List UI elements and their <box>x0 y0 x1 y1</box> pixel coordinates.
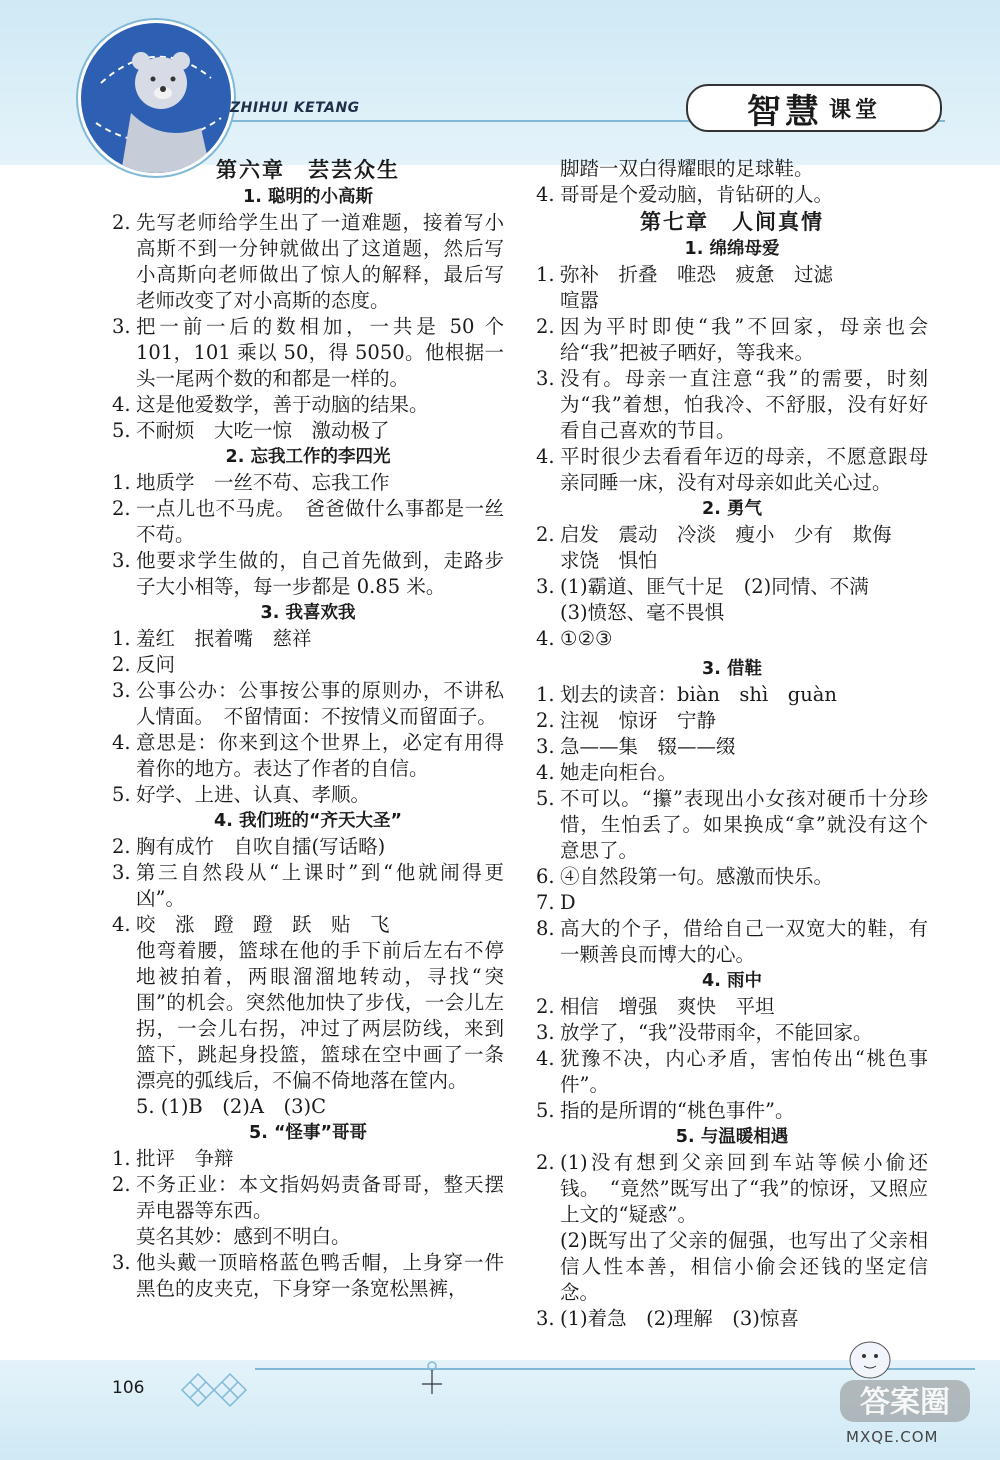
item-text: 把一前一后的数相加，一共是 50 个 101，101 乘以 50，得 5050。他根据一头一尾两个数的和都是一样的。 <box>136 315 504 390</box>
answer-item <box>536 366 928 444</box>
watermark-text: MXQE.COM <box>846 1428 939 1446</box>
item-text: 不务正业：本文指妈妈责备哥哥，整天摆弄电器等东西。 <box>136 1173 504 1222</box>
item-text: D <box>560 891 576 914</box>
item-text: 反问 <box>136 653 176 676</box>
item-text: 平时很少去看看年迈的母亲，不愿意跟母亲同睡一床，没有对母亲如此关心过。 <box>560 445 928 494</box>
answer-item <box>112 678 504 730</box>
right-column <box>536 156 928 1332</box>
item-text: ④自然段第一句。感激而快乐。 <box>560 865 834 888</box>
item-text: 他要求学生做的，自己首先做到，走路步子大小相等，每一步都是 0.85 米。 <box>136 549 504 598</box>
item-text: 不耐烦 大吃一惊 激动极了 <box>136 419 390 442</box>
item-number: 7. <box>536 891 555 914</box>
section-title: 4. 我们班的“齐天大圣” <box>214 811 402 831</box>
item-text: 羞红 抿着嘴 慈祥 <box>136 627 312 650</box>
answer-item <box>112 782 504 808</box>
item-number: 3. <box>536 735 555 758</box>
answer-item <box>536 522 928 548</box>
item-text: 一点儿也不马虎。 爸爸做什么事都是一丝不苟。 <box>136 497 504 546</box>
answer-item <box>536 708 928 734</box>
answer-item <box>536 574 928 600</box>
answer-item <box>536 682 928 708</box>
item-number: 2. <box>112 835 131 858</box>
item-number: 5. <box>112 783 131 806</box>
item-text: 批评 争辩 <box>136 1147 234 1170</box>
chapter-title: 第六章 芸芸众生 <box>216 157 400 182</box>
item-text: (1)着急 (2)理解 (3)惊喜 <box>560 1307 799 1330</box>
item-text: (1)没有想到父亲回到车站等候小偷还钱。 “竟然”既写出了“我”的惊讶，又照应上文的“疑惑”。 <box>560 1151 928 1226</box>
item-number: 4. <box>112 731 131 754</box>
item-text: 放学了，“我”没带雨伞，不能回家。 <box>560 1021 873 1044</box>
answer-item <box>536 916 928 968</box>
item-number: 2. <box>536 523 555 546</box>
item-number: 2. <box>112 497 131 520</box>
item-text: 咬 涨 蹬 蹬 跃 贴 飞 <box>136 913 390 936</box>
registration-cross-icon <box>420 1360 444 1400</box>
item-number: 2. <box>112 211 131 234</box>
answer-item <box>536 1046 928 1098</box>
item-text: 她走向柜台。 <box>560 761 678 784</box>
item-number: 2. <box>536 709 555 732</box>
item-text: 不可以。“攥”表现出小女孩对硬币十分珍惜，生怕丢了。如果换成“拿”就没有这个意思了。 <box>560 787 928 862</box>
item-text: 弥补 折叠 唯恐 疲惫 过滤 <box>560 263 834 286</box>
item-number: 3. <box>112 315 131 338</box>
item-number: 3. <box>112 679 131 702</box>
answer-item <box>536 182 928 208</box>
item-number: 4. <box>536 761 555 784</box>
item-text: ①②③ <box>560 627 613 650</box>
item-text: 相信 增强 爽快 平坦 <box>560 995 775 1018</box>
item-number: 3. <box>536 575 555 598</box>
section-title: 1. 绵绵母爱 <box>684 239 780 259</box>
diamond-pattern-icon <box>172 1370 262 1414</box>
answer-item: 5. (1)B (2)A (3)C <box>136 1095 327 1118</box>
item-number: 4. <box>536 1047 555 1070</box>
item-text: 启发 震动 冷淡 瘦小 少有 欺侮 <box>560 523 892 546</box>
item-text: 犹豫不决，内心矛盾，害怕传出“桃色事件”。 <box>560 1047 928 1096</box>
answer-item <box>112 470 504 496</box>
section-title: 1. 聪明的小高斯 <box>243 187 373 207</box>
answer-item <box>536 864 928 890</box>
answer-item <box>112 1146 504 1172</box>
section-title: 5. “怪事”哥哥 <box>249 1123 367 1143</box>
item-text: 他头戴一顶暗格蓝色鸭舌帽，上身穿一件黑色的皮夹克，下身穿一条宽松黑裤， <box>136 1251 504 1300</box>
section-title: 2. 忘我工作的李四光 <box>225 447 391 467</box>
chapter-title: 第七章 人间真情 <box>640 209 824 234</box>
item-continuation: 脚踏一双白得耀眼的足球鞋。 <box>560 157 814 180</box>
item-continuation: 求饶 惧怕 <box>560 549 658 572</box>
item-text: 胸有成竹 自吹自擂(写话略) <box>136 835 386 858</box>
item-number: 2. <box>536 995 555 1018</box>
item-number: 3. <box>112 549 131 572</box>
svg-text:答案圈: 答案圈 <box>860 1385 950 1420</box>
pinyin-title: ZHIHUI KETANG <box>230 100 360 116</box>
brand-title <box>686 84 942 132</box>
page-number: 106 <box>112 1378 145 1398</box>
answer-item <box>536 760 928 786</box>
item-text: 第三自然段从“上课时”到“他就闹得更凶”。 <box>136 861 504 910</box>
answer-item <box>536 1306 928 1332</box>
answer-item <box>536 1020 928 1046</box>
item-number: 3. <box>536 1307 555 1330</box>
answer-item <box>112 730 504 782</box>
answer-item <box>112 496 504 548</box>
item-number: 1. <box>536 683 555 706</box>
item-number: 5. <box>536 787 555 810</box>
item-number: 8. <box>536 917 555 940</box>
answer-item <box>112 210 504 314</box>
item-number: 3. <box>536 1021 555 1044</box>
item-text: 好学、上进、认真、孝顺。 <box>136 783 371 806</box>
item-number: 3. <box>112 861 131 884</box>
item-number: 3. <box>112 1251 131 1274</box>
answer-item <box>112 652 504 678</box>
answer-item <box>536 1098 928 1124</box>
watermark-badge-icon <box>830 1330 980 1434</box>
item-number: 5. <box>112 419 131 442</box>
item-continuation <box>112 938 504 1094</box>
item-number: 5. <box>536 1099 555 1122</box>
answer-item <box>536 314 928 366</box>
answer-item <box>536 734 928 760</box>
answer-item <box>112 626 504 652</box>
section-title: 4. 雨中 <box>702 971 762 991</box>
answer-item <box>112 1172 504 1224</box>
item-text: 急——集 辍——缀 <box>560 735 736 758</box>
item-number: 1. <box>112 627 131 650</box>
item-number: 4. <box>536 183 555 206</box>
answer-item <box>536 1150 928 1228</box>
item-number: 1. <box>112 1147 131 1170</box>
answer-item <box>536 890 928 916</box>
item-text: 哥哥是个爱动脑，肯钻研的人。 <box>560 183 834 206</box>
item-text: 高大的个子，借给自己一双宽大的鞋，有一颗善良而博大的心。 <box>560 917 928 966</box>
section-title: 3. 我喜欢我 <box>260 603 356 623</box>
answer-item <box>112 392 504 418</box>
item-text: 意思是：你来到这个世界上，必定有用得着你的地方。表达了作者的自信。 <box>136 731 504 780</box>
item-number: 2. <box>536 1151 555 1174</box>
section-title: 5. 与温暖相遇 <box>675 1127 789 1147</box>
item-number: 1. <box>112 471 131 494</box>
item-text: 划去的读音：biàn shì guàn <box>560 683 837 706</box>
item-text: 注视 惊讶 宁静 <box>560 709 717 732</box>
item-number: 1. <box>536 263 555 286</box>
answer-item <box>536 262 928 288</box>
item-text: 地质学 一丝不苟、忘我工作 <box>136 471 390 494</box>
item-text: 他弯着腰，篮球在他的手下前后左右不停地被拍着，两眼溜溜地转动，寻找“突围”的机会。突然他加快了步伐，一会儿左拐，一会儿右拐，冲过了两层防线，来到篮下，跳起身投篮，篮球在空中画了一条漂亮的弧线后，不偏不倚地落在筐内。 <box>136 939 504 1092</box>
section-title: 2. 勇气 <box>702 499 762 519</box>
answer-item <box>536 786 928 864</box>
item-number: 4. <box>112 393 131 416</box>
answer-item <box>112 1250 504 1302</box>
brand-sub: 课堂 <box>828 96 881 123</box>
item-text: (1)霸道、匪气十足 (2)同情、不满 <box>560 575 869 598</box>
answer-item <box>112 418 504 444</box>
answer-item <box>112 548 504 600</box>
item-text: 先写老师给学生出了一道难题，接着写小高斯不到一分钟就做出了这道题，然后写小高斯向老师做出了惊人的解释，最后写老师改变了对小高斯的态度。 <box>136 211 504 312</box>
item-text: 因为平时即使“我”不回家，母亲也会给“我”把被子晒好，等我来。 <box>560 315 928 364</box>
item-number: 4. <box>536 627 555 650</box>
answer-item <box>536 444 928 496</box>
brand-main: 智慧 <box>746 91 823 132</box>
item-number: 2. <box>112 1173 131 1196</box>
answer-item <box>536 626 928 652</box>
answer-item <box>112 912 504 938</box>
item-number: 4. <box>112 913 131 936</box>
item-text: 指的是所谓的“桃色事件”。 <box>560 1099 795 1122</box>
item-text: 公事公办：公事按公事的原则办，不讲私人情面。 不留情面：不按情义而留面子。 <box>136 679 504 728</box>
item-number: 2. <box>112 653 131 676</box>
item-number: 4. <box>536 445 555 468</box>
item-continuation: 莫名其妙：感到不明白。 <box>136 1225 351 1248</box>
answer-item <box>112 860 504 912</box>
answer-item <box>112 314 504 392</box>
answer-item <box>112 834 504 860</box>
item-text: 没有。母亲一直注意“我”的需要，时刻为“我”着想，怕我冷、不舒服，没有好好看自己喜欢的节目。 <box>560 367 928 442</box>
bear-mascot-icon <box>78 20 234 176</box>
item-continuation: (2)既写出了父亲的倔强，也写出了父亲相信人性本善，相信小偷会还钱的坚定信念。 <box>560 1229 928 1304</box>
item-continuation: 喧嚣 <box>560 289 600 312</box>
item-number: 3. <box>536 367 555 390</box>
item-number: 2. <box>536 315 555 338</box>
answer-item <box>536 994 928 1020</box>
item-continuation: (3)愤怒、毫不畏惧 <box>560 601 725 624</box>
item-number: 6. <box>536 865 555 888</box>
left-column <box>112 156 504 1302</box>
item-text: 这是他爱数学，善于动脑的结果。 <box>136 393 429 416</box>
section-title: 3. 借鞋 <box>702 659 762 679</box>
